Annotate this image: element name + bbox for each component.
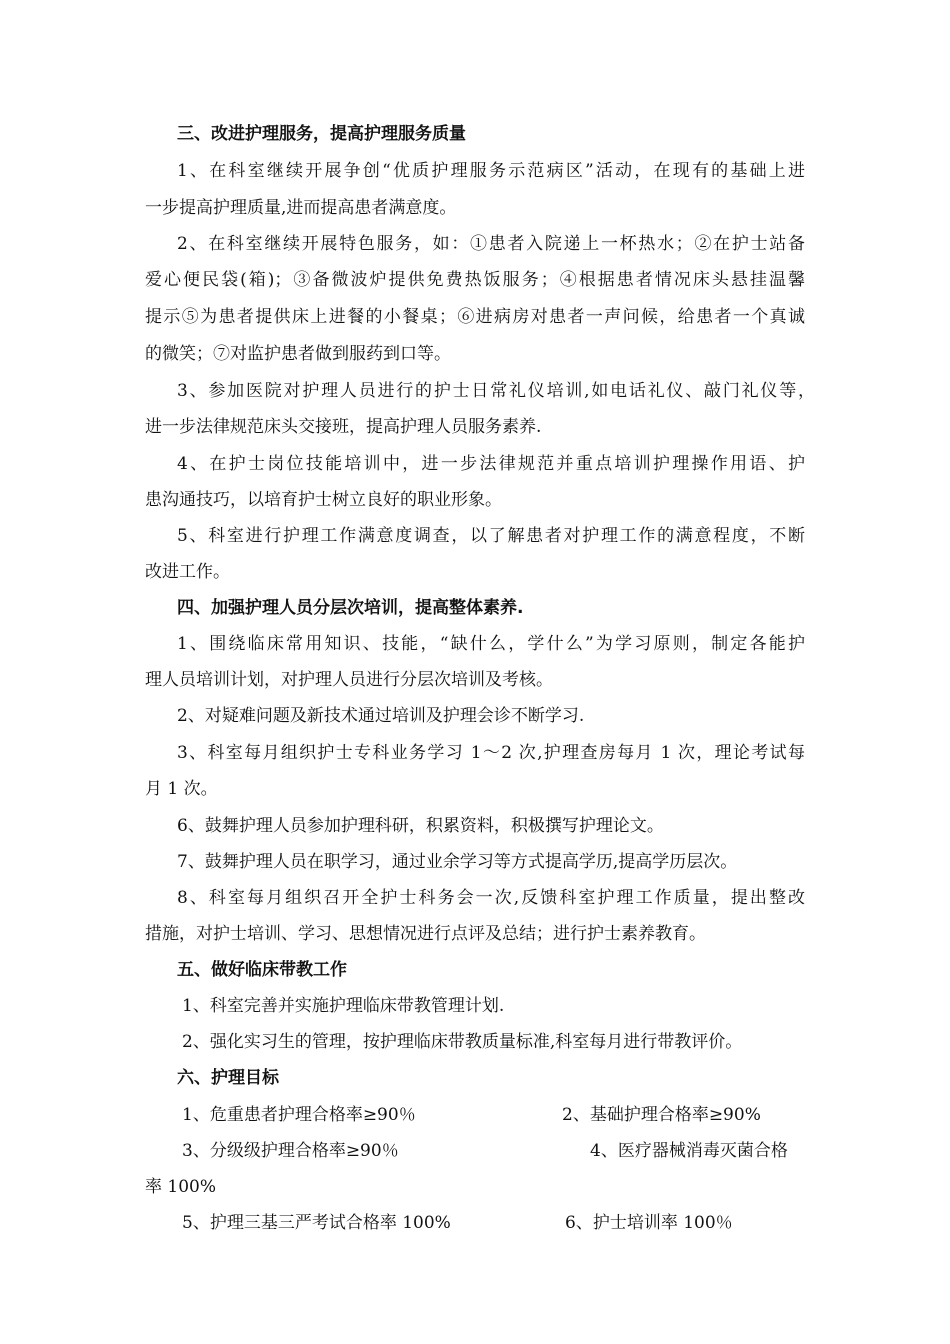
s4-p6-line1: 6、鼓舞护理人员参加护理科研，积累资料，积极撰写护理论文。: [177, 816, 664, 836]
s4-p7-line1: 7、鼓舞护理人员在职学习，通过业余学习等方式提高学历,提高学历层次。: [177, 852, 738, 872]
section-5-heading: 五、做好临床带教工作: [177, 960, 347, 980]
s4-p3-line2: 月 1 次。: [145, 779, 218, 799]
goal-4-line2: 率 100%: [145, 1177, 217, 1197]
section-3-heading: 三、改进护理服务，提高护理服务质量: [177, 124, 466, 144]
s4-p8-line1: 8、科室每月组织召开全护士科务会一次,反馈科室护理工作质量，提出整改: [177, 888, 805, 908]
s3-p4-line1: 4、在护士岗位技能培训中，进一步法律规范并重点培训护理操作用语、护: [177, 454, 805, 474]
s3-p3-line2: 进一步法律规范床头交接班，提高护理人员服务素养.: [145, 417, 542, 437]
goal-6: 6、护士培训率 100％: [565, 1213, 733, 1233]
s3-p2-line2: 爱心便民袋(箱)；③备微波炉提供免费热饭服务；④根据患者情况床头悬挂温馨: [145, 270, 805, 290]
s3-p2-line4: 的微笑；⑦对监护患者做到服药到口等。: [145, 344, 451, 364]
s4-p3-line1: 3、科室每月组织护士专科业务学习 1～2 次,护理查房每月 1 次，理论考试每: [177, 743, 805, 763]
goal-1: 1、危重患者护理合格率≥90％: [182, 1105, 416, 1125]
goal-3: 3、分级级护理合格率≥90％: [182, 1141, 399, 1161]
s3-p2-line3: 提示⑤为患者提供床上进餐的小餐桌；⑥进病房对患者一声问候，给患者一个真诚: [145, 307, 805, 327]
s4-p2-line1: 2、对疑难问题及新技术通过培训及护理会诊不断学习.: [177, 706, 585, 726]
s3-p5-line1: 5、科室进行护理工作满意度调查，以了解患者对护理工作的满意程度，不断: [177, 526, 805, 546]
s3-p5-line2: 改进工作。: [145, 562, 230, 582]
s3-p4-line2: 患沟通技巧，以培育护士树立良好的职业形象。: [145, 490, 502, 510]
goal-5: 5、护理三基三严考试合格率 100%: [182, 1213, 451, 1233]
s5-p1: 1、科室完善并实施护理临床带教管理计划.: [182, 996, 505, 1016]
s4-p1-line1: 1、围绕临床常用知识、技能，“缺什么，学什么”为学习原则，制定各能护: [177, 634, 805, 654]
goal-4-line1: 4、医疗器械消毒灭菌合格: [590, 1141, 788, 1161]
section-4-heading: 四、加强护理人员分层次培训，提高整体素养.: [177, 598, 524, 618]
section-6-heading: 六、护理目标: [177, 1068, 279, 1088]
s3-p3-line1: 3、参加医院对护理人员进行的护士日常礼仪培训,如电话礼仪、敲门礼仪等，: [177, 381, 815, 401]
s3-p1-line1: 1、在科室继续开展争创“优质护理服务示范病区”活动，在现有的基础上进: [177, 161, 805, 181]
goal-2: 2、基础护理合格率≥90%: [562, 1105, 761, 1125]
s5-p2: 2、强化实习生的管理，按护理临床带教质量标准,科室每月进行带教评价。: [182, 1032, 743, 1052]
s4-p1-line2: 理人员培训计划，对护理人员进行分层次培训及考核。: [145, 670, 553, 690]
s3-p2-line1: 2、在科室继续开展特色服务，如：①患者入院递上一杯热水；②在护士站备: [177, 234, 805, 254]
s4-p8-line2: 措施，对护士培训、学习、思想情况进行点评及总结；进行护士素养教育。: [145, 924, 706, 944]
s3-p1-line2: 一步提高护理质量,进而提高患者满意度。: [145, 198, 457, 218]
